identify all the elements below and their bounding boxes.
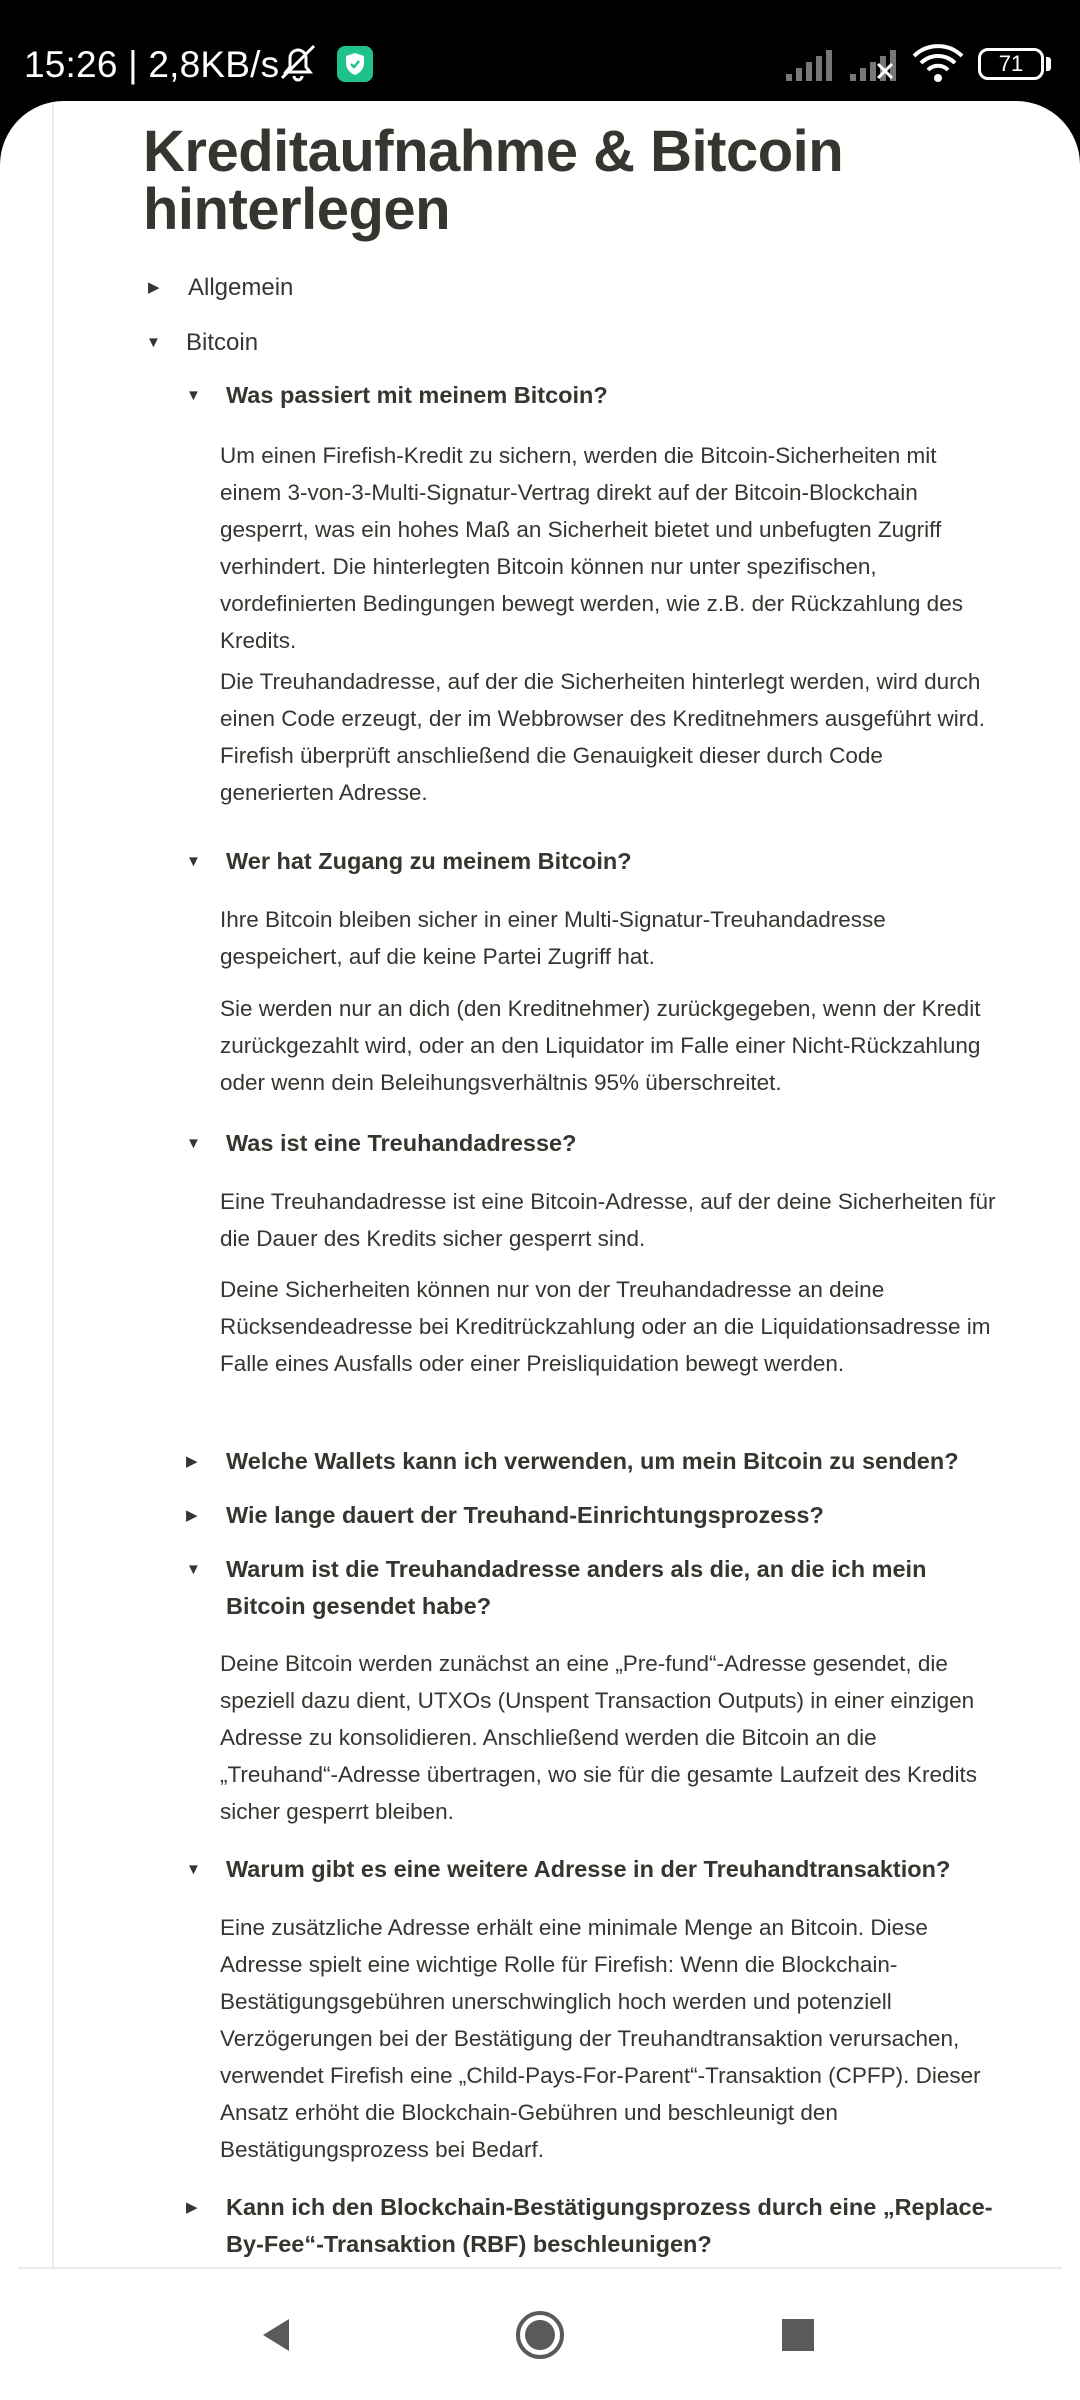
back-icon <box>257 2315 297 2355</box>
faq-toggle[interactable] <box>186 1851 950 1888</box>
toggle-label: Bitcoin <box>186 329 259 356</box>
faq-question: Was passiert mit meinem Bitcoin? <box>226 382 608 408</box>
home-icon <box>514 2309 566 2361</box>
faq-question: Kann ich den Blockchain-Bestätigungsprozess durch eine „Replace-By-Fee“-Transaktion (RBF) beschleunigen? <box>226 2194 993 2257</box>
left-divider <box>52 101 54 2270</box>
faq-answer-paragraph: Eine zusätzliche Adresse erhält eine minimale Menge an Bitcoin. Diese Adresse spielt eine wichtige Rolle für Firefish: Wenn die Blockchain-Bestätigungsgebühren unerschwinglich hoch werden und potenziell Verzögerungen bei der Bestätigung der Treuhandtransaktion verursachen, verwendet Firefish eine „Child-Pays-For-Parent“-Transaktion (CPFP). Dieser Ansatz erhöht die Blockchain-Gebühren und beschleunigt den Bestätigungsprozess bei Bedarf. <box>220 1915 981 2162</box>
faq-question: Was ist eine Treuhandadresse? <box>226 1130 577 1156</box>
vpn-shield-icon <box>336 45 374 83</box>
toggle-bitcoin[interactable] <box>146 324 258 361</box>
mute-bell-icon <box>276 40 320 84</box>
page-title: Kreditaufnahme & Bitcoin hinterlegen <box>143 119 844 242</box>
faq-question: Warum ist die Treuhandadresse anders als die, an die ich mein Bitcoin gesendet habe? <box>226 1556 927 1619</box>
back-button[interactable] <box>242 2300 312 2370</box>
battery-level: 71 <box>998 51 1024 76</box>
toggle-label: Allgemein <box>188 274 294 301</box>
triangle-down-icon: ▼ <box>186 387 201 404</box>
faq-toggle[interactable] <box>186 1497 824 1534</box>
triangle-right-icon: ▶ <box>148 279 160 296</box>
bottom-divider <box>18 2267 1062 2269</box>
navigation-bar <box>0 2270 1080 2400</box>
faq-toggle[interactable] <box>186 1551 966 1625</box>
status-time-speed: 15:26 | 2,8KB/s <box>24 44 280 85</box>
home-button[interactable] <box>505 2300 575 2370</box>
triangle-down-icon: ▼ <box>186 1861 201 1878</box>
faq-question: Wer hat Zugang zu meinem Bitcoin? <box>226 848 632 874</box>
recents-icon <box>780 2317 816 2353</box>
page-content[interactable] <box>0 101 1080 2270</box>
faq-answer-paragraph: Die Treuhandadresse, auf der die Sicherheiten hinterlegt werden, wird durch einen Code erzeugt, der im Webbrowser des Kreditnehmers ausgeführt wird. Firefish überprüft anschließend die Genauigkeit dieser durch Code generierten Adresse. <box>220 669 985 805</box>
faq-question: Welche Wallets kann ich verwenden, um mein Bitcoin zu senden? <box>226 1448 959 1474</box>
faq-toggle[interactable] <box>186 1443 959 1480</box>
battery-nub <box>1046 57 1051 71</box>
faq-toggle[interactable] <box>186 377 608 414</box>
triangle-right-icon: ▶ <box>186 2199 198 2216</box>
faq-answer-paragraph: Deine Sicherheiten können nur von der Treuhandadresse an deine Rücksendeadresse bei Kreditrückzahlung oder an die Liquidationsadresse im Falle eines Ausfalls oder einer Preisliquidation bewegt werden. <box>220 1277 991 1376</box>
triangle-down-icon: ▼ <box>186 853 201 870</box>
signal-off-icon <box>848 48 904 82</box>
faq-answer-paragraph: Ihre Bitcoin bleiben sicher in einer Multi-Signatur-Treuhandadresse gespeichert, auf die keine Partei Zugriff hat. <box>220 907 886 969</box>
faq-answer-paragraph: Sie werden nur an dich (den Kreditnehmer) zurückgegeben, wenn der Kredit zurückgezahlt wird, oder an den Liquidator im Falle einer Nicht-Rückzahlung oder wenn dein Beleihungsverhältnis 95% überschreitet. <box>220 996 981 1095</box>
faq-toggle[interactable] <box>186 2189 996 2263</box>
faq-toggle[interactable] <box>186 843 632 880</box>
faq-toggle[interactable] <box>186 1125 576 1162</box>
faq-question: Warum gibt es eine weitere Adresse in der Treuhandtransaktion? <box>226 1856 951 1882</box>
triangle-down-icon: ▼ <box>186 1561 201 1578</box>
faq-answer-paragraph: Eine Treuhandadresse ist eine Bitcoin-Adresse, auf der deine Sicherheiten für die Dauer des Kredits sicher gesperrt sind. <box>220 1189 996 1251</box>
faq-question: Wie lange dauert der Treuhand-Einrichtungsprozess? <box>226 1502 824 1528</box>
triangle-right-icon: ▶ <box>186 1453 198 1470</box>
wifi-icon <box>912 44 964 84</box>
toggle-allgemein[interactable] <box>148 269 293 306</box>
triangle-down-icon: ▼ <box>146 334 161 351</box>
triangle-down-icon: ▼ <box>186 1135 201 1152</box>
signal-icon <box>784 48 840 82</box>
recents-button[interactable] <box>763 2300 833 2370</box>
triangle-right-icon: ▶ <box>186 1507 198 1524</box>
faq-answer-paragraph: Deine Bitcoin werden zunächst an eine „Pre-fund“-Adresse gesendet, die speziell dazu dient, UTXOs (Unspent Transaction Outputs) in einer einzigen Adresse zu konsolidieren. Anschließend werden die Bitcoin an die „Treuhand“-Adresse übertragen, wo sie für die gesamte Laufzeit des Kredits sicher gesperrt bleiben. <box>220 1651 978 1824</box>
faq-answer-paragraph: Um einen Firefish-Kredit zu sichern, werden die Bitcoin-Sicherheiten mit einem 3-von-3-Multi-Signatur-Vertrag direkt auf der Bitcoin-Blockchain gesperrt, was ein hohes Maß an Sicherheit bietet und unbefugten Zugriff verhindert. Die hinterlegten Bitcoin können nur unter spezifischen, vordefinierten Bedingungen bewegt werden, wie z.B. der Rückzahlung des Kredits. <box>220 443 963 653</box>
